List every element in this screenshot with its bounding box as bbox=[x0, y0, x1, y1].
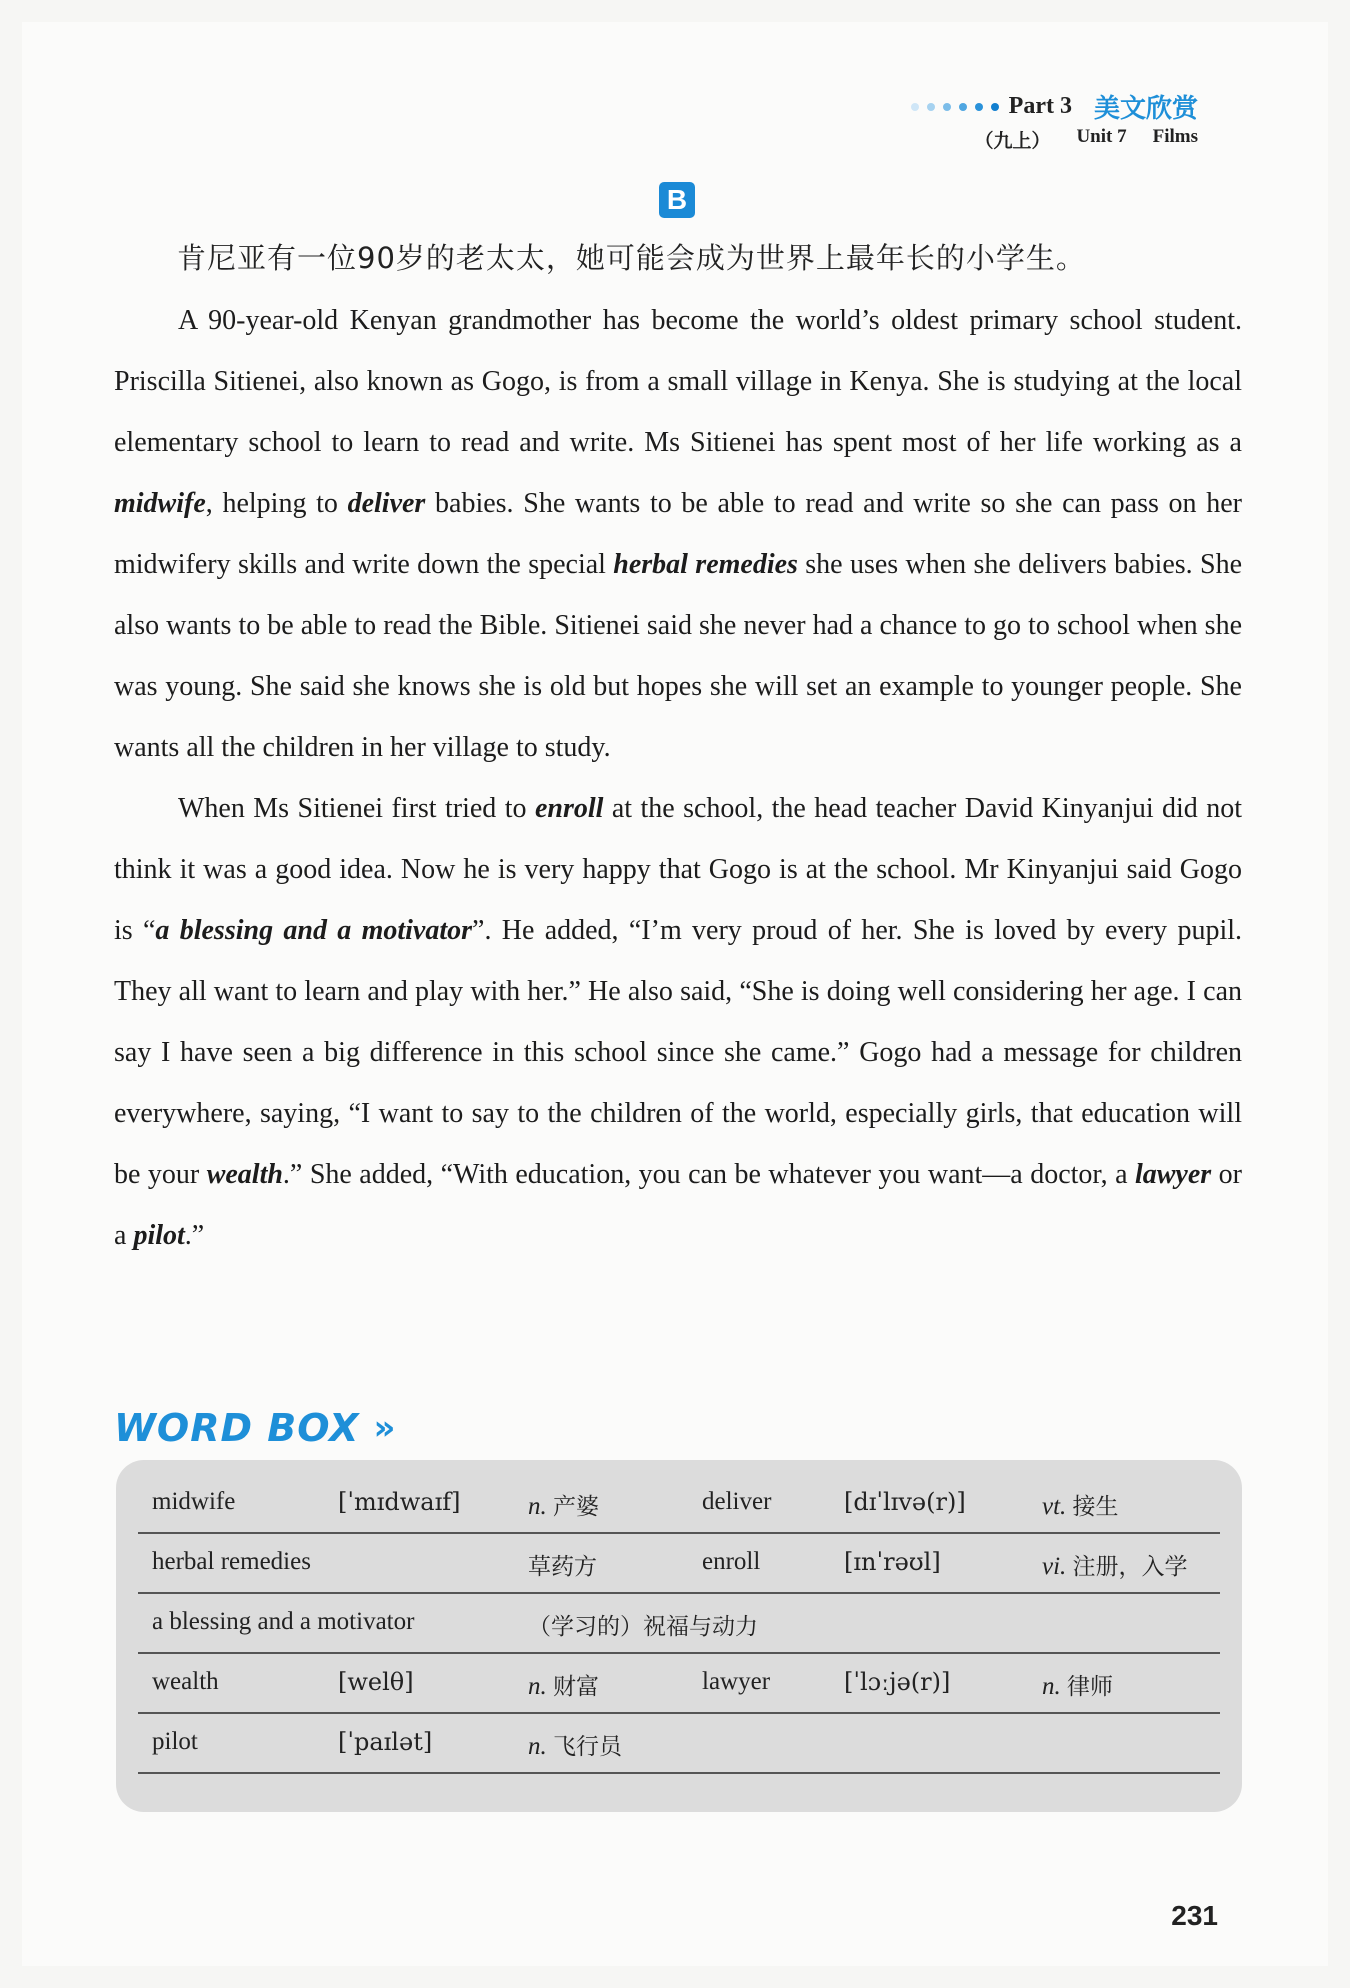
word-box-row bbox=[138, 1532, 1220, 1594]
article-body bbox=[114, 290, 1242, 1266]
vocab-word: pilot bbox=[152, 1728, 198, 1755]
keyword: pilot bbox=[133, 1220, 185, 1251]
article-paragraph-2 bbox=[114, 778, 1242, 1266]
part-of-speech: vt. bbox=[1042, 1493, 1073, 1520]
definition bbox=[528, 1728, 622, 1761]
word-box-row bbox=[138, 1472, 1220, 1534]
text-run: babies. She wants to be able to read and write so she can pass on her midwifery skills and write down the special bbox=[114, 488, 1242, 580]
meaning: 财富 bbox=[553, 1674, 599, 1700]
definition bbox=[528, 1668, 599, 1701]
page-number: 231 bbox=[1171, 1900, 1218, 1931]
keyword: wealth bbox=[206, 1159, 283, 1190]
phonetic: [ˈmɪdwaɪf] bbox=[338, 1488, 461, 1516]
grade-label: （九上） bbox=[974, 131, 1051, 152]
text-run: .” bbox=[184, 1220, 205, 1251]
phonetic: [ɪnˈrəʊl] bbox=[844, 1548, 941, 1576]
phonetic: [ˈpaɪlət] bbox=[338, 1728, 433, 1756]
decorative-dot bbox=[975, 103, 983, 111]
keyword: enroll bbox=[534, 793, 604, 824]
article-paragraph-1 bbox=[114, 290, 1242, 778]
part-of-speech: n. bbox=[528, 1733, 553, 1760]
vocab-word: herbal remedies bbox=[152, 1548, 311, 1575]
vocab-word: deliver bbox=[702, 1488, 772, 1515]
vocab-word: enroll bbox=[702, 1548, 761, 1575]
decorative-dot bbox=[911, 103, 919, 111]
part-of-speech: n. bbox=[1042, 1673, 1067, 1700]
textbook-page bbox=[22, 22, 1328, 1966]
keyword: deliver bbox=[347, 488, 426, 519]
keyword: lawyer bbox=[1134, 1159, 1212, 1190]
meaning: 注册，入学 bbox=[1072, 1554, 1188, 1580]
meaning: 飞行员 bbox=[553, 1734, 622, 1760]
word-box-table bbox=[116, 1460, 1242, 1812]
page-header bbox=[911, 88, 1198, 125]
word-box-title: WORD BOX bbox=[114, 1406, 360, 1450]
keyword: a blessing and a motivator bbox=[155, 915, 473, 946]
phonetic: [ˈlɔːjə(r)] bbox=[844, 1668, 951, 1696]
keyword: herbal remedies bbox=[613, 549, 798, 580]
definition bbox=[1042, 1548, 1188, 1581]
vocab-word: midwife bbox=[152, 1488, 236, 1515]
phonetic: [welθ] bbox=[338, 1668, 414, 1696]
definition bbox=[528, 1608, 758, 1641]
part-of-speech: vi. bbox=[1042, 1553, 1073, 1580]
text-run: or a bbox=[114, 1159, 1242, 1251]
meaning: 产婆 bbox=[553, 1494, 599, 1520]
meaning: 接生 bbox=[1072, 1494, 1119, 1520]
part-of-speech: n. bbox=[528, 1493, 553, 1520]
meaning: （学习的）祝福与动力 bbox=[528, 1614, 758, 1640]
word-box-row bbox=[138, 1712, 1220, 1774]
decorative-dots bbox=[911, 103, 999, 111]
text-run: , helping to bbox=[205, 488, 348, 519]
decorative-dot bbox=[943, 103, 951, 111]
text-run: .” She added, “With education, you can be whatever you want—a doctor, a bbox=[282, 1159, 1135, 1190]
meaning: 草药方 bbox=[528, 1554, 597, 1580]
part-label: Part 3 bbox=[1008, 93, 1072, 119]
word-box-row bbox=[138, 1652, 1220, 1714]
definition bbox=[528, 1548, 597, 1581]
unit-label: Unit 7 bbox=[1076, 126, 1127, 147]
vocab-word: lawyer bbox=[702, 1668, 771, 1695]
text-run: at the school, the head teacher David Kinyanjui did not think it was a good idea. Now he is very happy that Gogo is at the school. Mr Kinyanjui said Gogo is “ bbox=[114, 793, 1243, 946]
word-box-heading bbox=[114, 1406, 395, 1450]
section-title: 美文欣赏 bbox=[1093, 94, 1198, 124]
word-box-row bbox=[138, 1592, 1220, 1654]
chinese-title: 肯尼亚有一位90岁的老太太，她可能会成为世界上最年长的小学生。 bbox=[177, 241, 1086, 275]
decorative-dot bbox=[927, 103, 935, 111]
vocab-word: a blessing and a motivator bbox=[152, 1608, 415, 1635]
text-run: When Ms Sitienei first tried to bbox=[178, 793, 535, 824]
phonetic: [dɪˈlɪvə(r)] bbox=[844, 1488, 966, 1516]
keyword: midwife bbox=[114, 488, 206, 519]
passage-badge: B bbox=[659, 182, 695, 218]
unit-title: Films bbox=[1152, 126, 1198, 147]
text-run: she uses when she delivers babies. She also wants to be able to read the Bible. Sitienei said she never had a chance to go to school when she was young. She said she knows she is old but hopes she will set an example to younger people. She wants all the children in her village to study. bbox=[114, 549, 1243, 763]
part-of-speech: n. bbox=[528, 1673, 553, 1700]
unit-info bbox=[974, 126, 1198, 153]
definition bbox=[1042, 1488, 1119, 1521]
decorative-dot bbox=[991, 103, 999, 111]
text-run: A 90-year-old Kenyan grandmother has become the world’s oldest primary school student. Priscilla Sitienei, also known as Gogo, is from a small village in Kenya. She is studying at the local elementary school to learn to read and write. Ms Sitienei has spent most of her life working as a bbox=[114, 305, 1242, 458]
double-chevron-icon: » bbox=[373, 1408, 396, 1448]
text-run: ”. He added, “I’m very proud of her. She is loved by every pupil. They all want to learn and play with her.” He also said, “She is doing well considering her age. I can say I have seen a big difference in this school since she came.” Gogo had a message for children everywhere, saying, “I want to say to the children of the world, especially girls, that education will be your bbox=[114, 915, 1243, 1190]
definition bbox=[1042, 1668, 1113, 1701]
definition bbox=[528, 1488, 599, 1521]
decorative-dot bbox=[959, 103, 967, 111]
vocab-word: wealth bbox=[152, 1668, 219, 1695]
meaning: 律师 bbox=[1067, 1674, 1113, 1700]
